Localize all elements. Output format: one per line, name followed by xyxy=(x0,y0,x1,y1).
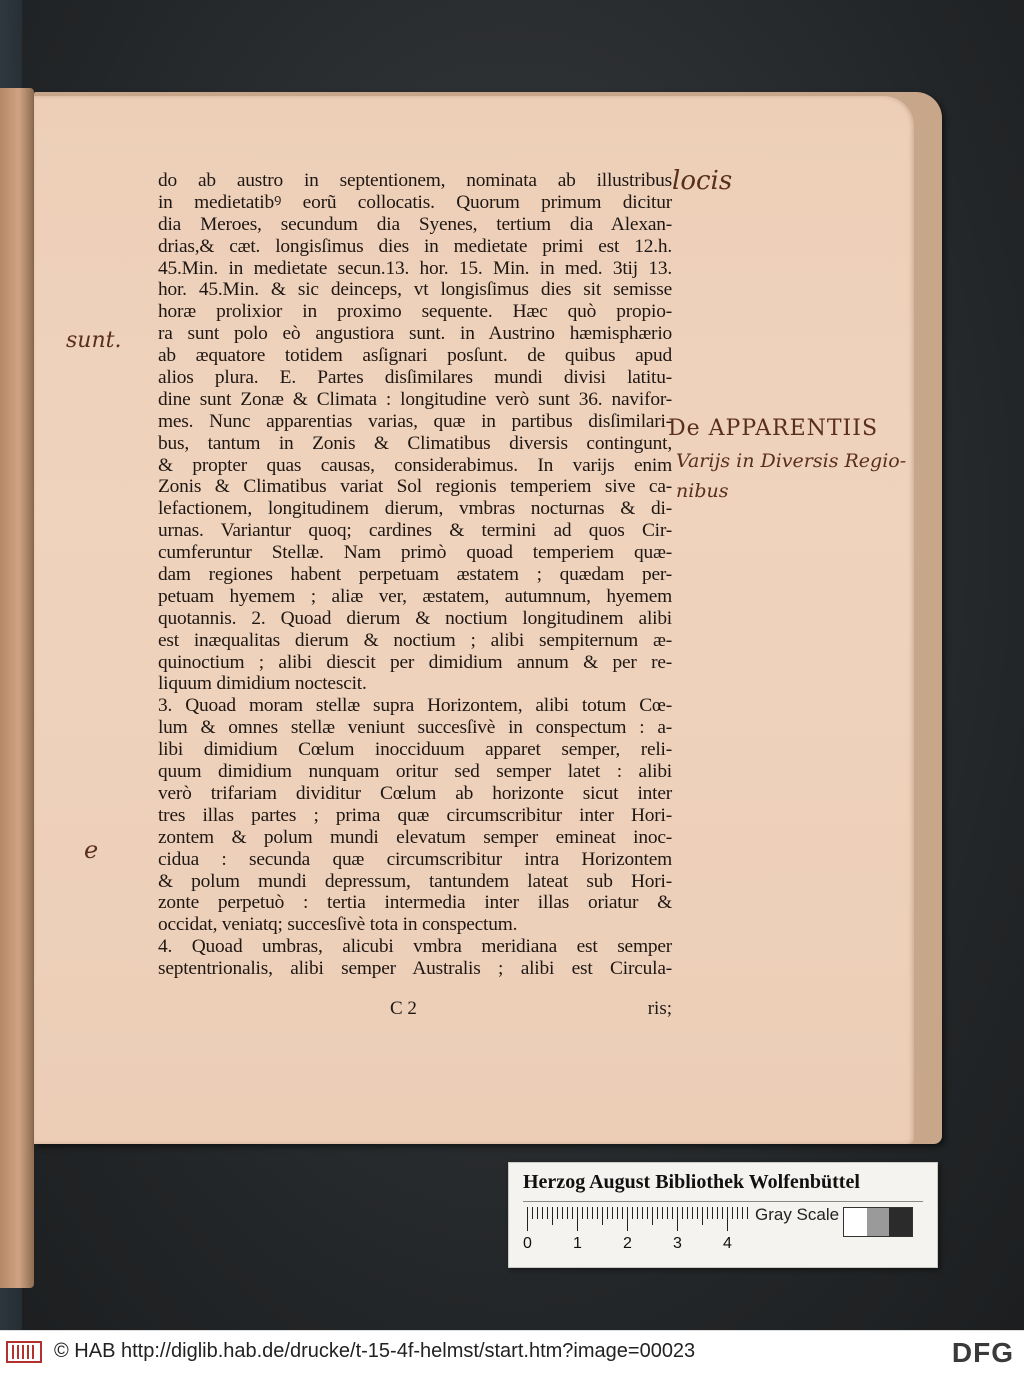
marginal-note-nibus: nibus xyxy=(676,480,729,502)
dfg-logo: DFG xyxy=(951,1337,1014,1368)
gray-scale-label: Gray Scale xyxy=(755,1205,840,1224)
ruler-tick xyxy=(587,1207,588,1219)
ruler-tick xyxy=(657,1207,658,1219)
text-line: quinoctium ; alibi diescit per dimidium annum & per re- xyxy=(158,651,672,673)
ruler-tick xyxy=(672,1207,673,1219)
marginal-note-regions: Varijs in Diversis Regio- xyxy=(676,450,907,472)
hab-logo-icon xyxy=(6,1339,42,1365)
ruler-tick xyxy=(697,1207,698,1219)
text-line: cidua : secunda quæ circumscribitur intra Horizontem xyxy=(158,848,672,870)
ruler-tick xyxy=(677,1207,678,1231)
color-calibration-card xyxy=(508,1162,938,1268)
ruler-tick xyxy=(682,1207,683,1219)
text-line: septentrionalis, alibi semper Australis ; alibi est Circula- xyxy=(158,958,672,980)
text-line: 4. Quoad umbras, alicubi vmbra meridiana est semper xyxy=(158,936,672,958)
ruler-number: 1 xyxy=(573,1235,582,1252)
ruler-tick xyxy=(727,1207,728,1231)
ruler-tick xyxy=(532,1207,533,1219)
ruler-number: 2 xyxy=(623,1235,632,1252)
catchword: ris; xyxy=(647,998,672,1019)
ruler-tick xyxy=(747,1207,748,1219)
ruler-tick xyxy=(612,1207,613,1219)
ruler-tick xyxy=(732,1207,733,1219)
text-line: petuam hyemem ; aliæ ver, æstatem, autumnum, hyemem xyxy=(158,585,672,607)
text-line: ab æquatore totidem asſignari posſunt. de quibus apud xyxy=(158,345,672,367)
ruler-tick xyxy=(712,1207,713,1219)
ruler-tick xyxy=(542,1207,543,1219)
text-line: 45.Min. in medietate secun.13. hor. 15. Min. in med. 3tij 13. xyxy=(158,257,672,279)
ruler-tick xyxy=(607,1207,608,1219)
ruler-tick xyxy=(547,1207,548,1219)
ruler-tick xyxy=(557,1207,558,1219)
text-line: drias,& cæt. longisſimus dies in medietate primi est 12.h. xyxy=(158,235,672,257)
text-line: lefactionem, longitudinem dierum, vmbras nocturnas & di- xyxy=(158,498,672,520)
ruler-tick xyxy=(722,1207,723,1219)
ruler xyxy=(523,1207,747,1251)
ruler-tick xyxy=(567,1207,568,1219)
ruler-tick xyxy=(737,1207,738,1219)
marginal-note-locis: locis xyxy=(672,166,733,196)
ruler-tick xyxy=(642,1207,643,1219)
ruler-tick xyxy=(717,1207,718,1219)
ruler-tick xyxy=(652,1207,653,1225)
signature-mark: C 2 xyxy=(390,998,417,1019)
text-line: alios plura. E. Partes disſimilares mundi divisi latitu- xyxy=(158,367,672,389)
text-line: horæ prolixior in proximo sequente. Hæc quò propio- xyxy=(158,301,672,323)
ruler-tick xyxy=(667,1207,668,1219)
ruler-tick xyxy=(622,1207,623,1219)
text-line: do ab austro in septentionem, nominata ab illustribus xyxy=(158,170,672,191)
marginal-note-e: e xyxy=(84,836,99,864)
ruler-tick xyxy=(577,1207,578,1231)
ruler-tick xyxy=(617,1207,618,1219)
ruler-tick xyxy=(582,1207,583,1219)
ruler-number: 3 xyxy=(673,1235,682,1252)
ruler-tick xyxy=(552,1207,553,1225)
text-line: dia Meroes, secundum dia Syenes, tertium dia Alexan- xyxy=(158,213,672,235)
ruler-number: 4 xyxy=(723,1235,732,1252)
marginal-heading: De APPARENTIIS xyxy=(668,416,879,441)
ruler-tick xyxy=(602,1207,603,1225)
left-page-edge xyxy=(0,88,34,1288)
ruler-tick xyxy=(627,1207,628,1231)
ruler-tick xyxy=(597,1207,598,1219)
text-line: in medietatibꝰ eorũ collocatis. Quorum primum dicitur xyxy=(158,191,672,213)
gray-swatch xyxy=(889,1208,912,1236)
ruler-tick xyxy=(692,1207,693,1219)
footer-bar xyxy=(0,1330,1024,1373)
text-line: zontem & polum mundi elevatum semper emineat inoc- xyxy=(158,826,672,848)
ruler-tick xyxy=(527,1207,528,1231)
text-line: bus, tantum in Zonis & Climatibus diversis contingunt, xyxy=(158,432,672,454)
ruler-tick xyxy=(562,1207,563,1219)
text-line: urnas. Variantur quoq; cardines & termini ad quos Cir- xyxy=(158,520,672,542)
text-line: 3. Quoad moram stellæ supra Horizontem, alibi totum Cœ- xyxy=(158,695,672,717)
text-line: & polum mundi depressum, tantundem lateat sub Hori- xyxy=(158,870,672,892)
text-line: liquum dimidium noctescit. xyxy=(158,673,367,695)
footer-source-link[interactable]: © HAB http://diglib.hab.de/drucke/t-15-4f-helmst/start.htm?image=00023 xyxy=(54,1340,696,1362)
text-line: cumferuntur Stellæ. Nam primò quoad temperiem quæ- xyxy=(158,542,672,564)
card-divider xyxy=(523,1201,923,1202)
ruler-tick xyxy=(632,1207,633,1219)
ruler-tick xyxy=(662,1207,663,1219)
page-foot xyxy=(158,998,672,1022)
text-line: hor. 45.Min. & sic deinceps, vt longisſimus dies sit semisse xyxy=(158,279,672,301)
ruler-tick xyxy=(592,1207,593,1219)
card-title: Herzog August Bibliothek Wolfenbüttel xyxy=(523,1171,860,1193)
text-line: libi dimidium Cœlum inocciduum apparet semper, reli- xyxy=(158,739,672,761)
ruler-tick xyxy=(537,1207,538,1219)
ruler-tick xyxy=(742,1207,743,1219)
ruler-tick xyxy=(702,1207,703,1225)
text-line: lum & omnes stellæ veniunt succesſivè in conspectum : a- xyxy=(158,717,672,739)
marginal-note-sunt: sunt. xyxy=(66,328,122,353)
text-line: mes. Nunc apparentias varias, quæ in partibus disſimilari- xyxy=(158,410,672,432)
text-line: dine sunt Zonæ & Climata : longitudine verò sunt 36. navifor- xyxy=(158,388,672,410)
ruler-tick xyxy=(572,1207,573,1219)
ruler-tick xyxy=(647,1207,648,1219)
text-line: quum dimidium nunquam oritur sed semper latet : alibi xyxy=(158,761,672,783)
text-line: dam regiones habent perpetuam æstatem ; quædam per- xyxy=(158,564,672,586)
ruler-number: 0 xyxy=(523,1235,532,1252)
gray-swatch xyxy=(844,1208,867,1236)
text-line: quotannis. 2. Quoad dierum & noctium longitudinem alibi xyxy=(158,607,672,629)
text-line: tres illas partes ; prima quæ circumscribitur inter Hori- xyxy=(158,804,672,826)
ruler-tick xyxy=(687,1207,688,1219)
text-line: Zonis & Climatibus variat Sol regionis temperiem sive ca- xyxy=(158,476,672,498)
page-text xyxy=(158,170,672,980)
gray-swatches xyxy=(843,1207,913,1237)
text-line: est inæqualitas dierum & noctium ; alibi sempiternum æ- xyxy=(158,629,672,651)
text-line: ra sunt polo eò angustiora sunt. in Austrino hæmisphærio xyxy=(158,323,672,345)
text-line: zonte perpetuò : tertia intermedia inter illas oriatur & xyxy=(158,892,672,914)
text-line: occidat, veniatq; succesſivè tota in conspectum. xyxy=(158,914,518,936)
ruler-tick xyxy=(637,1207,638,1219)
ruler-tick xyxy=(707,1207,708,1219)
gray-swatch xyxy=(867,1208,890,1236)
text-line: & propter quas causas, considerabimus. In varijs enim xyxy=(158,454,672,476)
text-line: verò trifariam dividitur Cœlum ab horizonte sicut inter xyxy=(158,782,672,804)
